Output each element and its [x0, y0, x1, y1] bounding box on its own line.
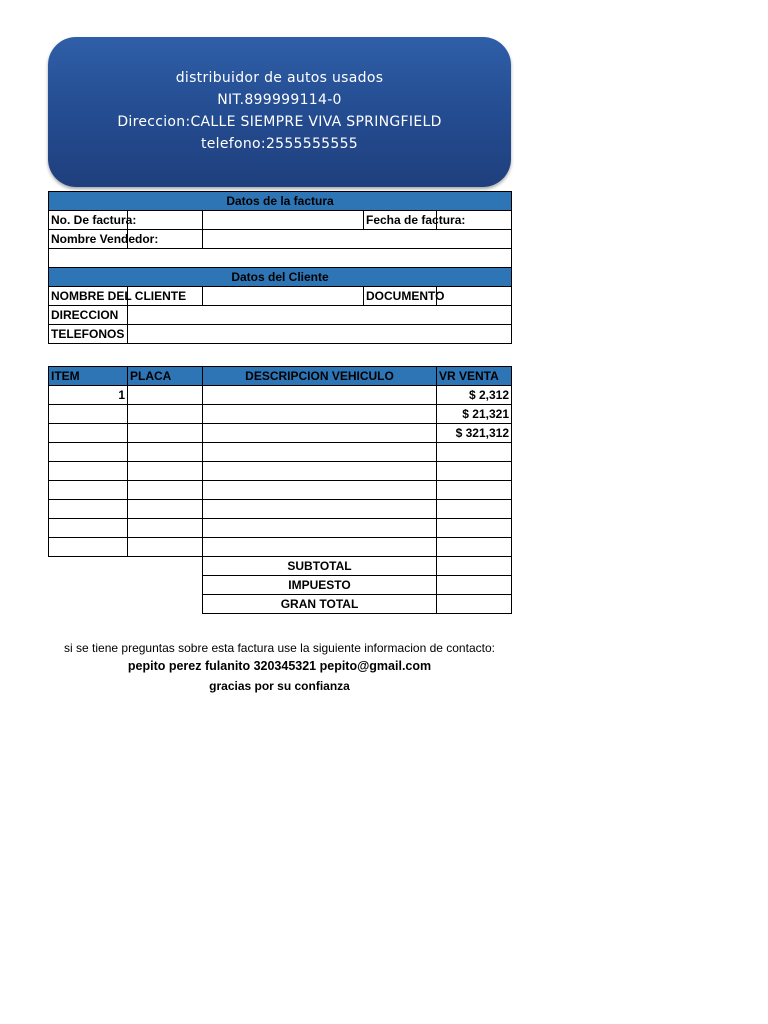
item-cell[interactable] — [49, 481, 128, 500]
thanks-message: gracias por su confianza — [209, 679, 350, 693]
client-address-row — [49, 306, 512, 325]
col-header-vr-venta: VR VENTA — [437, 367, 512, 386]
item-row — [49, 519, 512, 538]
client-name-row — [49, 287, 512, 306]
document-field[interactable] — [437, 287, 512, 306]
grand-total-spacer — [49, 595, 203, 614]
vr-venta-cell[interactable] — [437, 538, 512, 557]
blank-row — [49, 249, 512, 268]
contact-intro: si se tiene preguntas sobre esta factura use la siguiente informacion de contacto: — [64, 641, 495, 655]
descripcion-cell[interactable] — [203, 538, 437, 557]
placa-cell[interactable] — [128, 481, 203, 500]
subtotal-label: SUBTOTAL — [203, 557, 437, 576]
descripcion-cell[interactable] — [203, 443, 437, 462]
descripcion-cell[interactable] — [203, 424, 437, 443]
contact-line: pepito perez fulanito 320345321 pepito@gmail.com — [127, 659, 432, 673]
descripcion-cell[interactable] — [203, 519, 437, 538]
descripcion-cell[interactable] — [203, 405, 437, 424]
items-body — [49, 386, 512, 557]
vr-venta-cell[interactable] — [437, 519, 512, 538]
client-band-row — [49, 268, 512, 287]
items-table — [48, 366, 512, 614]
item-row — [49, 538, 512, 557]
tax-label: IMPUESTO — [203, 576, 437, 595]
item-cell[interactable] — [49, 538, 128, 557]
grand-total-value[interactable] — [437, 595, 512, 614]
item-row — [49, 462, 512, 481]
placa-cell[interactable] — [128, 500, 203, 519]
document-label: DOCUMENTO — [364, 287, 437, 306]
item-row — [49, 500, 512, 519]
vr-venta-cell[interactable]: $ 321,312 — [437, 424, 512, 443]
company-phone: telefono:2555555555 — [200, 136, 359, 152]
item-cell[interactable] — [49, 519, 128, 538]
item-cell[interactable]: 1 — [49, 386, 128, 405]
placa-cell[interactable] — [128, 443, 203, 462]
subtotal-value[interactable] — [437, 557, 512, 576]
invoice-date-label: Fecha de factura: — [364, 211, 437, 230]
vr-venta-cell[interactable] — [437, 443, 512, 462]
invoice-section-title: Datos de la factura — [49, 192, 512, 211]
tax-spacer — [49, 576, 203, 595]
tax-value[interactable] — [437, 576, 512, 595]
descripcion-cell[interactable] — [203, 386, 437, 405]
blank-cell — [49, 249, 512, 268]
item-cell[interactable] — [49, 500, 128, 519]
company-address: Direccion:CALLE SIEMPRE VIVA SPRINGFIELD — [117, 114, 442, 130]
placa-cell[interactable] — [128, 538, 203, 557]
placa-cell[interactable] — [128, 519, 203, 538]
client-address-label: DIRECCION — [49, 306, 128, 325]
vr-venta-cell[interactable]: $ 21,321 — [437, 405, 512, 424]
item-cell[interactable] — [49, 424, 128, 443]
company-header — [48, 37, 511, 187]
item-cell[interactable] — [49, 462, 128, 481]
invoice-number-field[interactable] — [128, 211, 203, 230]
placa-cell[interactable] — [128, 386, 203, 405]
item-row — [49, 405, 512, 424]
invoice-client-table — [48, 191, 512, 344]
col-header-descripcion: DESCRIPCION VEHICULO — [203, 367, 437, 386]
item-row — [49, 443, 512, 462]
descripcion-cell[interactable] — [203, 462, 437, 481]
placa-cell[interactable] — [128, 405, 203, 424]
client-phones-label: TELEFONOS — [49, 325, 128, 344]
placa-cell[interactable] — [128, 424, 203, 443]
item-row — [49, 386, 512, 405]
company-name: distribuidor de autos usados — [175, 70, 384, 86]
client-phones-field[interactable] — [128, 325, 512, 344]
invoice-band-row — [49, 192, 512, 211]
descripcion-cell[interactable] — [203, 500, 437, 519]
vr-venta-cell[interactable] — [437, 481, 512, 500]
client-name-label: NOMBRE DEL CLIENTE — [49, 287, 128, 306]
client-address-field[interactable] — [128, 306, 512, 325]
seller-row — [49, 230, 512, 249]
invoice-number-row — [49, 211, 512, 230]
descripcion-cell[interactable] — [203, 481, 437, 500]
vr-venta-cell[interactable] — [437, 462, 512, 481]
col-header-placa: PLACA — [128, 367, 203, 386]
seller-field[interactable] — [203, 230, 512, 249]
company-nit: NIT.899999114-0 — [217, 92, 342, 108]
item-cell[interactable] — [49, 405, 128, 424]
grand-total-label: GRAN TOTAL — [203, 595, 437, 614]
item-cell[interactable] — [49, 443, 128, 462]
client-phones-row — [49, 325, 512, 344]
vr-venta-cell[interactable] — [437, 500, 512, 519]
grand-total-row — [49, 595, 512, 614]
client-name-field[interactable] — [203, 287, 364, 306]
tax-row — [49, 576, 512, 595]
item-row — [49, 424, 512, 443]
seller-label: Nombre Vendedor: — [49, 230, 128, 249]
invoice-spacer-cell — [203, 211, 364, 230]
item-row — [49, 481, 512, 500]
col-header-item: ITEM — [49, 367, 128, 386]
items-header-row — [49, 367, 512, 386]
vr-venta-cell[interactable]: $ 2,312 — [437, 386, 512, 405]
invoice-number-label: No. De factura: — [49, 211, 128, 230]
client-section-title: Datos del Cliente — [49, 268, 512, 287]
subtotal-spacer — [49, 557, 203, 576]
subtotal-row — [49, 557, 512, 576]
placa-cell[interactable] — [128, 462, 203, 481]
